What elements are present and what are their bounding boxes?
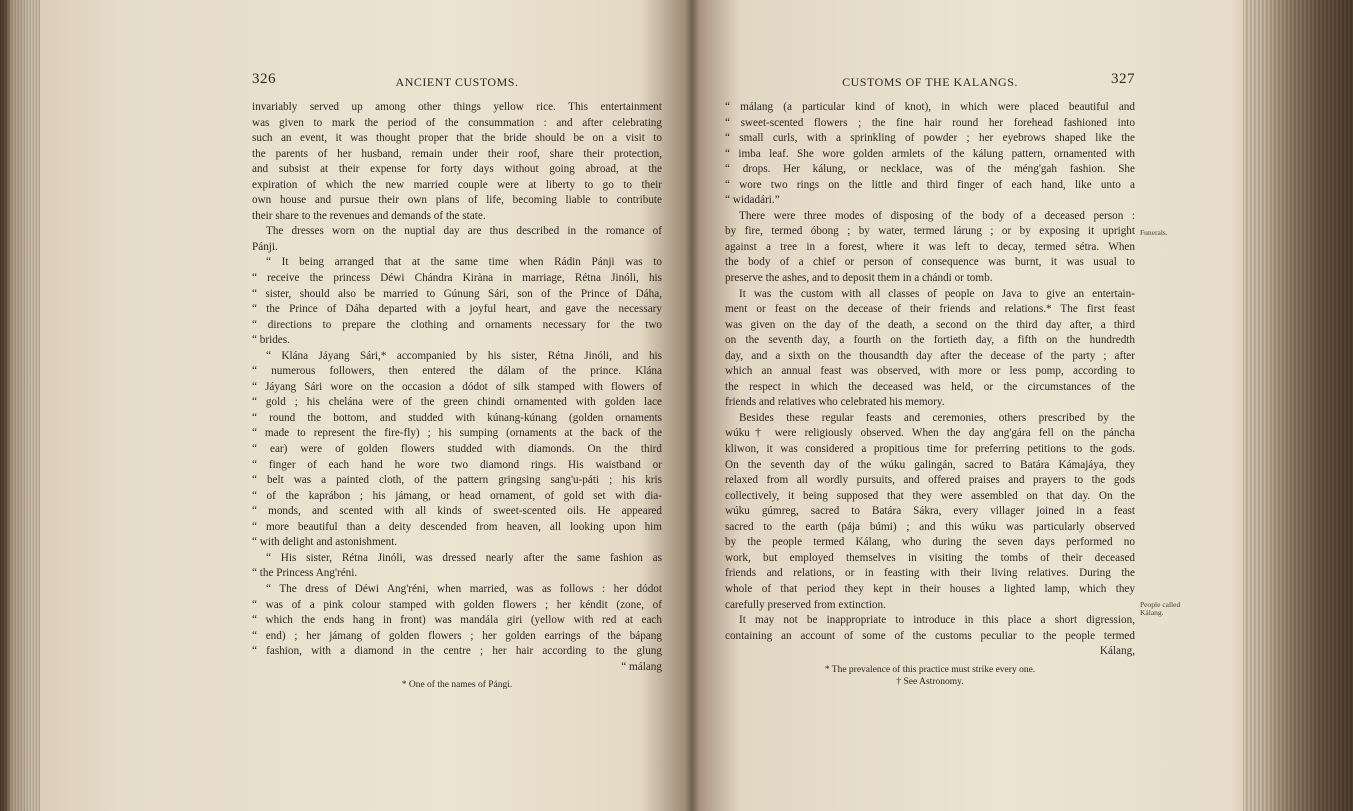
text-line: was given on the day of the death, a second on the third day after, a third — [725, 318, 1135, 331]
margin-note-funerals: Funerals. — [1140, 228, 1168, 237]
left-page-body — [252, 100, 662, 660]
page-number: 326 — [252, 71, 276, 87]
text-line: “ sister, should also be married to Gúnung Sári, son of the Prince of Dáha, — [252, 287, 662, 300]
text-line: sacred to the earth (pája búmi) ; and this wúku was particularly observed — [725, 520, 1135, 533]
text-line: “ directions to prepare the clothing and ornaments necessary for the two — [252, 318, 662, 331]
text-line: containing an account of some of the customs peculiar to the people termed — [725, 629, 1135, 642]
text-line: “ málang (a particular kind of knot), in which were placed beautiful and — [725, 101, 1135, 113]
footnote: † See Astronomy. — [896, 676, 964, 687]
text-line: day, and a sixth on the thousandth day after the decease of the party ; after — [725, 349, 1135, 362]
catchword: Kálang, — [1099, 645, 1135, 658]
text-line: “ monds, and scented with all kinds of sweet-scented oils. He appeared — [252, 505, 662, 518]
text-line: the respect in which the deceased was held, or the circumstances of the — [725, 380, 1135, 393]
text-line: Besides these regular feasts and ceremonies, others prescribed by the — [739, 411, 1135, 424]
text-line: “ sweet-scented flowers ; the fine hair round her forehead fashioned into — [725, 116, 1135, 129]
text-line: “ brides. — [252, 334, 290, 347]
text-line: It may not be inappropriate to introduce in this place a short digression, — [739, 614, 1135, 627]
text-line: “ It being arranged that at the same time when Rádin Pánji was to — [266, 256, 662, 269]
text-line: collectively, it being supposed that they were assembled on that day. On the — [725, 489, 1135, 502]
text-line: “ ear) were of golden flowers studded with diamonds. On the third — [252, 443, 662, 456]
text-line: “ Jáyang Sári wore on the occasion a dódot of silk stamped with flowers of — [252, 380, 662, 393]
text-line: on the seventh day, a fourth on the fortieth day, a fifth on the hundredth — [725, 334, 1135, 347]
text-line: “ imba leaf. She wore golden armlets of the kálung pattern, ornamented with — [725, 147, 1135, 160]
text-line: whole of that period they kept in their houses a lighted lamp, which they — [725, 582, 1135, 595]
text-line: which an annual feast was observed, with more or less pomp, according to — [725, 365, 1135, 378]
text-line: “ Klána Jáyang Sári,* accompanied by his sister, Rétna Jinóli, and his — [266, 349, 662, 362]
right-page-body — [725, 100, 1135, 644]
text-line: expiration of which the new married couple were at liberty to go to their — [252, 178, 662, 191]
footnote: * One of the names of Pángi. — [401, 680, 513, 691]
text-line: There were three modes of disposing of the body of a deceased person : — [739, 209, 1135, 222]
text-line: The dresses worn on the nuptial day are thus described in the romance of — [266, 225, 662, 238]
text-line: “ small curls, with a sprinkling of powder ; her eyebrows shaped like the — [725, 132, 1135, 145]
text-line: own house and pursue their own plans of life, becoming liable to contribute — [252, 194, 662, 207]
right-page-header — [725, 72, 1135, 94]
text-line: “ His sister, Rétna Jinóli, was dressed nearly after the same fashion as — [266, 551, 662, 564]
text-line: “ end) ; her jámang of golden flowers ; her golden earrings of the bápang — [252, 629, 662, 642]
text-line: “ of the kaprábon ; his jámang, or head ornament, of gold set with dia- — [252, 489, 662, 502]
page-number: 327 — [1111, 71, 1135, 87]
text-line: the parents of her husband, remain under their roof, share their protection, — [252, 147, 662, 160]
text-line: “ receive the princess Déwi Chándra Kiràna in marriage, Rétna Jinóli, his — [252, 272, 662, 285]
text-line: wúku gúmreg, sacred to Batára Sákra, every villager joined in a feast — [725, 505, 1135, 518]
text-line: their share to the revenues and demands of the state. — [252, 209, 486, 222]
text-line: the body of a chief or person of consequence was burnt, it was usual to — [725, 256, 1135, 269]
text-line: work, but employed themselves in visiting the tombs of their deceased — [725, 551, 1135, 564]
margin-note-kalang: People called Kálang. — [1140, 600, 1181, 617]
text-line: “ made to represent the fire-fly) ; his sumping (ornaments at the back of the — [252, 427, 662, 440]
footnote: * The prevalence of this practice must strike every one. — [824, 664, 1036, 675]
text-line: “ finger of each hand he wore two diamond rings. His waistband or — [252, 458, 662, 471]
text-line: wúku† were religiously observed. When the day ang'gára fell on the páncha — [725, 427, 1135, 440]
text-line: “ fashion, with a diamond in the centre ; her hair according to the glung — [252, 645, 662, 658]
left-page — [252, 72, 662, 691]
text-line: relaxed from all wordly pursuits, and offered praises and prayers to the gods — [725, 474, 1135, 487]
text-line: was given to mark the period of the consummation : and after celebrating — [252, 116, 662, 129]
text-line: ment or feast on the decease of their friends and relations.* The first feast — [725, 303, 1135, 316]
text-line: “ with delight and astonishment. — [252, 536, 398, 549]
footnotes — [252, 679, 662, 691]
text-line: by the people termed Kálang, who during the seven days performed no — [725, 536, 1135, 549]
page-edges-right — [1243, 0, 1353, 811]
text-line: invariably served up among other things yellow rice. This entertainment — [252, 101, 662, 113]
text-line: “ the Princess Ang'réni. — [252, 567, 358, 580]
text-line: carefully preserved from extinction. — [725, 598, 886, 611]
text-line: Pánji. — [252, 240, 278, 253]
text-line: It was the custom with all classes of people on Java to give an entertain- — [739, 287, 1135, 300]
text-line: “ numerous followers, then entered the dálam of the prince. Klána — [252, 365, 662, 378]
text-line: such an event, it was thought proper that the bride should be on a visit to — [252, 132, 662, 145]
text-line: “ drops. Her kálung, or necklace, was of the méng'gah fashion. She — [725, 163, 1135, 176]
running-title: CUSTOMS OF THE KALANGS. — [842, 75, 1018, 89]
text-line: “ The dress of Déwi Ang'réni, when married, was as follows : her dódot — [266, 582, 662, 595]
text-line: “ gold ; his chelána were of the green chindi ornamented with golden lace — [252, 396, 662, 409]
text-line: “ widadári.” — [725, 194, 780, 207]
text-line: by fire, termed óbong ; by water, termed lárung ; or by exposing it upright — [725, 225, 1135, 238]
text-line: On the seventh day of the wúku galingán, sacred to Batára Kámajáya, they — [725, 458, 1135, 471]
text-line: “ which the ends hang in front) was mandála giri (yellow with red at each — [252, 614, 662, 627]
text-line: against a tree in a forest, where it was left to decay, termed sétra. When — [725, 240, 1135, 253]
text-line: and subsist at their expense for forty days without going abroad, at the — [252, 163, 662, 176]
catchword: “ málang — [621, 660, 662, 673]
text-line: “ the Prince of Dáha departed with a joyful heart, and gave the necessary — [252, 303, 662, 316]
text-line: “ was of a pink colour stamped with golden flowers ; her kéndit (zone, of — [252, 598, 662, 611]
text-line: friends and relations, or in feasting with their living relatives. During the — [725, 567, 1135, 580]
text-line: kliwon, it was considered a propitious time for preferring petitions to the gods. — [725, 443, 1135, 456]
text-line: “ round the bottom, and studded with kúnang-kúnang (golden ornaments — [252, 411, 662, 424]
running-title: ANCIENT CUSTOMS. — [395, 75, 519, 89]
left-page-header — [252, 72, 662, 94]
text-line: friends and relatives who celebrated his memory. — [725, 396, 945, 409]
text-line: “ more beautiful than a deity descended from heaven, all looking upon him — [252, 520, 662, 533]
right-page — [725, 72, 1135, 688]
text-line: “ belt was a painted cloth, of the pattern gringsing sang'u-páti ; his kris — [252, 474, 662, 487]
text-line: preserve the ashes, and to deposit them in a chándi or tomb. — [725, 272, 993, 285]
text-line: “ wore two rings on the little and third finger of each hand, like unto a — [725, 178, 1135, 191]
page-edges-left — [0, 0, 40, 811]
footnotes — [725, 664, 1135, 688]
